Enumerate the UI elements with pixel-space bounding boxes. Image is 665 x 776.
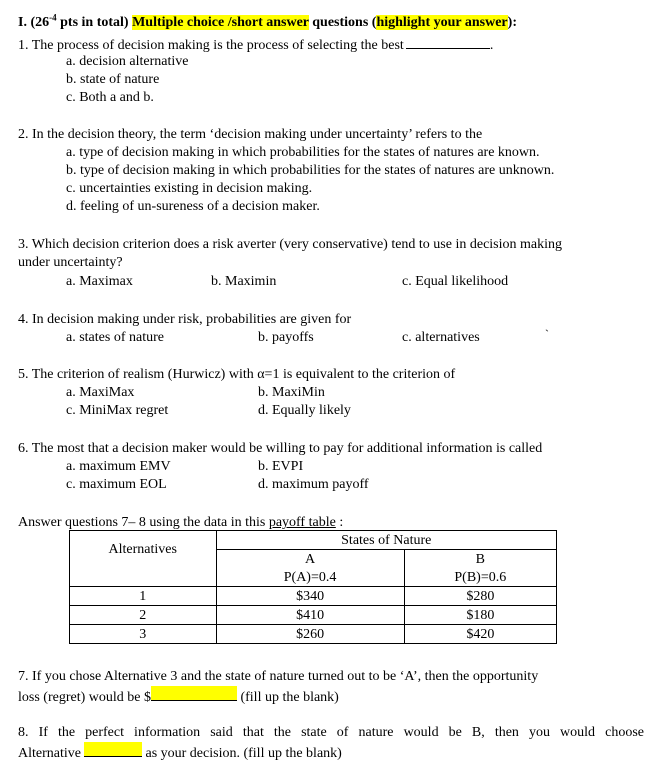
header-highlight-2: highlight your answer	[376, 15, 508, 30]
q3-option-a[interactable]: a. Maximax	[66, 274, 133, 289]
row-b-value: $420	[404, 625, 556, 644]
q6-option-c[interactable]: c. maximum EOL	[66, 477, 167, 492]
table-row	[70, 587, 557, 606]
table-prob-row	[70, 568, 557, 587]
q1-option-a[interactable]: a. decision alternative	[66, 54, 189, 69]
q3-stem: 3. Which decision criterion does a risk averter (very conservative) tend to use in decision making	[18, 237, 563, 252]
q4-option-b[interactable]: b. payoffs	[258, 330, 314, 345]
header-highlight-1: Multiple choice /short answer	[132, 15, 309, 30]
payoff-table-link[interactable]: payoff table	[268, 515, 336, 530]
q8-suffix: as your decision. (fill up the blank)	[141, 746, 342, 761]
q2-option-a[interactable]: a. type of decision making in which probabilities for the states of natures are known.	[66, 145, 540, 160]
header-suffix: ):	[507, 15, 517, 30]
q6-option-a[interactable]: a. maximum EMV	[66, 459, 171, 474]
q1-answer-blank[interactable]	[406, 34, 490, 49]
q7-suffix: (fill up the blank)	[236, 690, 339, 705]
q5-stem: 5. The criterion of realism (Hurwicz) with α=1 is equivalent to the criterion of	[18, 367, 456, 382]
q7-answer-blank[interactable]	[151, 686, 237, 701]
row-b-value: $280	[404, 587, 556, 606]
row-alt: 1	[70, 587, 217, 606]
q1-stem	[18, 34, 493, 55]
q8-line-1	[18, 724, 644, 742]
prob-a: P(A)=0.4	[216, 568, 404, 587]
row-a-value: $410	[216, 606, 404, 625]
q8-answer-blank[interactable]	[84, 742, 142, 757]
q4-option-a[interactable]: a. states of nature	[66, 330, 164, 345]
q6-option-d[interactable]: d. maximum payoff	[258, 477, 369, 492]
q5-option-b[interactable]: b. MaxiMin	[258, 385, 325, 400]
row-b-value: $180	[404, 606, 556, 625]
q7-line-2	[18, 686, 339, 707]
q1-stem-end: .	[489, 38, 494, 53]
q5-option-d[interactable]: d. Equally likely	[258, 403, 351, 418]
states-of-nature-header: States of Nature	[216, 531, 557, 550]
q8-prefix: Alternative	[18, 746, 81, 761]
q3-stem-2: under uncertainty?	[18, 255, 123, 270]
row-alt: 3	[70, 625, 217, 644]
q2-option-b[interactable]: b. type of decision making in which probabilities for the states of natures are unknown.	[66, 163, 555, 178]
alternatives-header: Alternatives	[70, 531, 217, 569]
q3-option-b[interactable]: b. Maximin	[211, 274, 277, 289]
q2-option-c[interactable]: c. uncertainties existing in decision making.	[66, 181, 313, 196]
row-a-value: $340	[216, 587, 404, 606]
q4-stray-mark: `	[545, 327, 549, 341]
q1-option-c[interactable]: c. Both a and b.	[66, 90, 154, 105]
header-mid: pts in total)	[56, 15, 133, 30]
col-a-header: A	[216, 550, 404, 569]
prob-row-blank	[70, 568, 217, 587]
q1-option-b[interactable]: b. state of nature	[66, 72, 160, 87]
q4-option-c[interactable]: c. alternatives	[402, 330, 480, 345]
table-header-row	[70, 531, 557, 550]
q6-option-b[interactable]: b. EVPI	[258, 459, 304, 474]
q7-prefix: loss (regret) would be $	[18, 690, 151, 705]
q8-line-2	[18, 742, 342, 763]
section-header	[18, 14, 517, 32]
q2-option-d[interactable]: d. feeling of un-sureness of a decision maker.	[66, 199, 320, 214]
row-alt: 2	[70, 606, 217, 625]
table-row	[70, 606, 557, 625]
table-intro-suffix: :	[335, 515, 344, 530]
payoff-table	[69, 530, 557, 644]
q2-stem: 2. In the decision theory, the term ‘decision making under uncertainty’ refers to the	[18, 127, 483, 142]
q3-option-c[interactable]: c. Equal likelihood	[402, 274, 509, 289]
row-a-value: $260	[216, 625, 404, 644]
header-sup: -4	[49, 12, 57, 23]
col-b-header: B	[404, 550, 556, 569]
q8-line-1-text: 8. If the perfect information said that the state of nature would be B, then you would choose	[18, 725, 644, 740]
table-row	[70, 625, 557, 644]
q6-stem: 6. The most that a decision maker would be willing to pay for additional information is called	[18, 441, 543, 456]
header-mid-2: questions (	[308, 15, 377, 30]
q7-line-1: 7. If you chose Alternative 3 and the state of nature turned out to be ‘A’, then the opportunity	[18, 669, 539, 684]
q4-stem: 4. In decision making under risk, probabilities are given for	[18, 312, 352, 327]
header-prefix: I. (26	[18, 15, 50, 30]
q5-option-c[interactable]: c. MiniMax regret	[66, 403, 169, 418]
table-intro-prefix: Answer questions 7– 8 using the data in this	[18, 515, 269, 530]
q5-option-a[interactable]: a. MaxiMax	[66, 385, 135, 400]
q1-stem-text: 1. The process of decision making is the process of selecting the best	[18, 38, 404, 53]
prob-b: P(B)=0.6	[404, 568, 556, 587]
